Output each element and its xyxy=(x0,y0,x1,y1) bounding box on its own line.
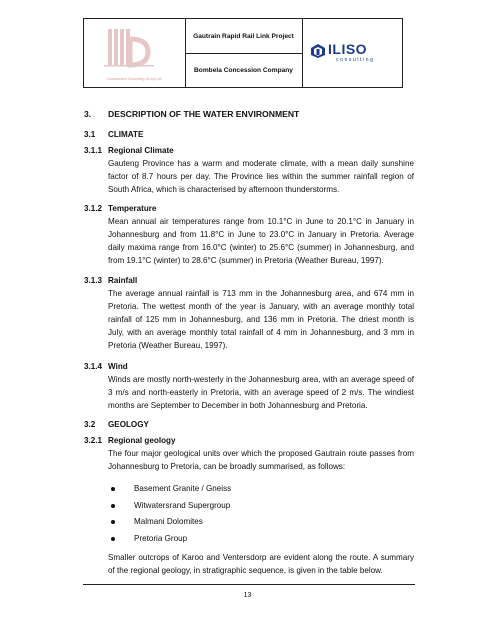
climate-title: CLIMATE xyxy=(108,130,144,139)
section-number: 3. xyxy=(84,109,92,119)
regional-geology-intro: The four major geological units over which the proposed Gautrain route passes from Johannesburg to Pretoria, can be broadly summarised, as follows: xyxy=(108,449,414,471)
iliso-mark-icon xyxy=(310,43,326,59)
company-name: Bombela Concession Company xyxy=(194,66,293,74)
regional-geology-number: 3.2.1 xyxy=(84,436,103,445)
list-item: Pretoria Group xyxy=(108,531,414,548)
wind-title: Wind xyxy=(108,362,128,371)
regional-climate-number: 3.1.1 xyxy=(84,146,103,155)
rainfall-title: Rainfall xyxy=(108,276,138,285)
construction-logo xyxy=(90,25,178,81)
regional-climate-text: Gauteng Province has a warm and moderate climate, with a mean daily sunshine factor of 8.7 hours per day. The Province lies within the summer rainfall region of South Africa, which is characterised by afternoon thunderstorms. xyxy=(108,159,414,194)
rainfall-number: 3.1.3 xyxy=(84,276,103,285)
regional-geology-title: Regional geology xyxy=(108,436,176,445)
geology-title: GEOLOGY xyxy=(108,420,149,429)
climate-number: 3.1 xyxy=(84,130,96,139)
temperature-text: Mean annual air temperatures range from 10.1°C in June to 20.1°C in January in Johannesburg and from 11.8°C in June to 23.0°C in January in Pretoria. Average daily maxima range from 16.0°C (winter) to 25.6°C (summer) in Johannesburg, and from 19.1°C (winter) to 28.6°C (summer) in Pretoria (Weather Bureau, 1997). xyxy=(108,217,414,265)
footer-divider xyxy=(83,584,415,585)
wind-text: Winds are mostly north-westerly in the Johannesburg area, with an average speed of 3 m/s and north-easterly in Pretoria, with an average speed of 2 m/s. The windiest months are September to December in both Johannesburg and Pretoria. xyxy=(108,375,414,410)
left-logo-cell xyxy=(84,19,186,87)
bullet-icon xyxy=(111,537,115,541)
project-name: Gautrain Rapid Rail Link Project xyxy=(185,19,302,54)
regional-geology-outro: Smaller outcrops of Karoo and Ventersdorp are evident along the route. A summary of the regional geology, in stratigraphic sequence, is given in the table below. xyxy=(108,553,414,575)
wind-number: 3.1.4 xyxy=(84,362,103,371)
section-heading xyxy=(84,108,300,121)
temperature-title: Temperature xyxy=(108,204,157,213)
section-title: DESCRIPTION OF THE WATER ENVIRONMENT xyxy=(108,109,300,119)
temperature-number: 3.1.2 xyxy=(84,204,103,213)
construction-logo-icon xyxy=(90,25,178,75)
page-header xyxy=(83,18,403,88)
list-item: Witwatersrand Supergroup xyxy=(108,498,414,515)
header-center xyxy=(185,19,303,87)
page-number: 13 xyxy=(243,592,252,599)
iliso-name: ILISO xyxy=(328,41,368,57)
iliso-sub: consulting xyxy=(336,57,375,63)
list-item: Basement Granite / Gneiss xyxy=(108,481,414,498)
left-logo-caption: Construction Consulting Group Ltd xyxy=(106,77,162,81)
geological-units-list xyxy=(108,481,414,547)
regional-climate-title: Regional Climate xyxy=(108,146,174,155)
list-item: Malmani Dolomites xyxy=(108,514,414,531)
bullet-icon xyxy=(111,487,115,491)
geology-number: 3.2 xyxy=(84,420,96,429)
bullet-icon xyxy=(111,520,115,524)
rainfall-text: The average annual rainfall is 713 mm in the Johannesburg area, and 674 mm in Pretoria. The wettest month of the year is January, with an average monthly total rainfall of 125 mm in Johannesburg, and 136 mm in Pretoria. The driest month is July, with an average monthly total rainfall of 4 mm in Johannesburg, and 3 mm in Pretoria (Weather Bureau, 1997). xyxy=(108,289,414,350)
iliso-logo xyxy=(310,41,396,67)
bullet-icon xyxy=(111,504,115,508)
right-logo-cell xyxy=(302,19,402,87)
